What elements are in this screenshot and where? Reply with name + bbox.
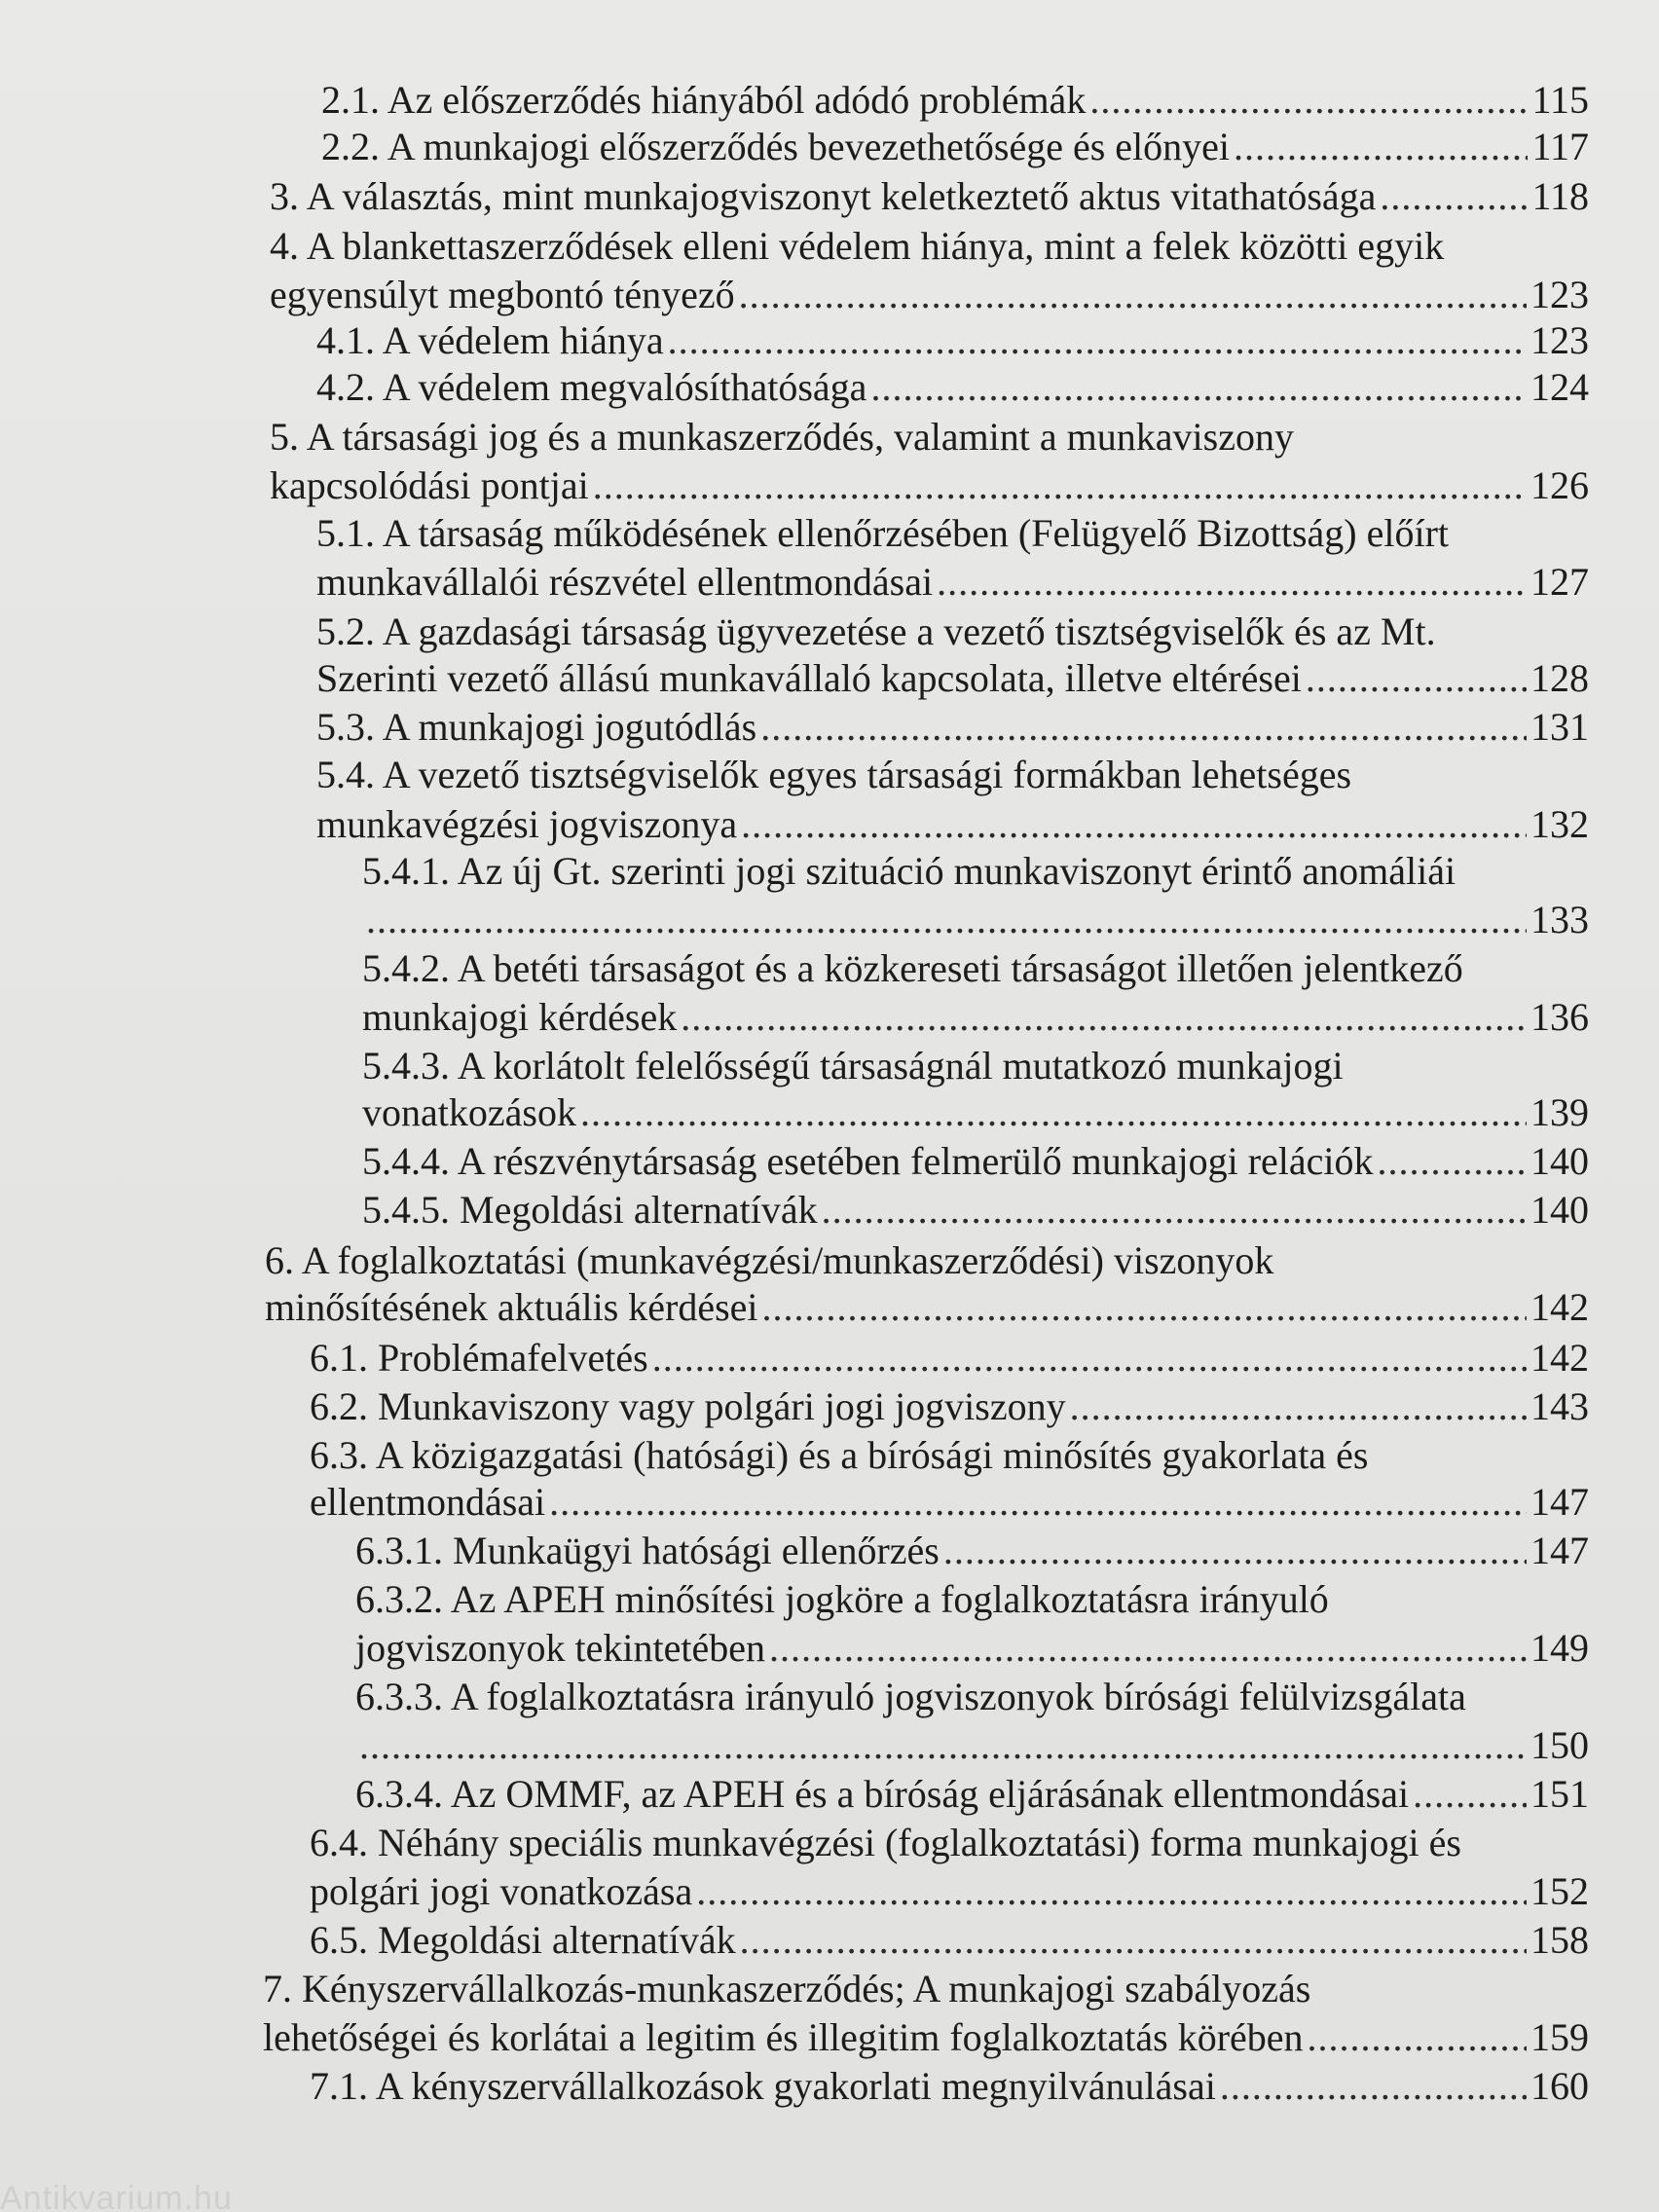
toc-title: 7. Kényszervállalkozás-munkaszerződés; A munkajogi szabályozás [263, 1967, 1311, 2010]
toc-line [321, 76, 1589, 125]
toc-title: 2.2. A munkajogi előszerződés bevezethetősége és előnyei [321, 125, 1231, 168]
page-number: 123 [1530, 273, 1589, 316]
toc-line [265, 1236, 1273, 1285]
toc-line [316, 703, 1589, 752]
toc-line [310, 1334, 1589, 1382]
dot-leader [1070, 1382, 1527, 1431]
toc-line [316, 316, 1589, 365]
dot-leader [359, 1721, 1527, 1770]
toc-title: polgári jogi vonatkozása [310, 1869, 693, 1913]
toc-title: 6.3.3. A foglalkoztatásra irányuló jogviszonyok bírósági felülvizsgálata [355, 1675, 1466, 1718]
toc-line [316, 509, 1449, 558]
dot-leader [580, 1088, 1527, 1137]
toc-title: 5.1. A társaság működésének ellenőrzésében (Felügyelő Bizottság) előírt [316, 511, 1450, 555]
page-number: 142 [1530, 1336, 1589, 1380]
page-number: 131 [1530, 705, 1589, 749]
toc-title: munkavégzési jogviszonya [316, 802, 738, 846]
dot-leader [1220, 2062, 1527, 2111]
page-number: 150 [1530, 1723, 1589, 1767]
toc-title: Szerinti vezető állású munkavállaló kapcsolata, illetve eltérései [316, 656, 1302, 700]
toc-title: 5.4.4. A részvénytársaság esetében felmerülő munkajogi relációk [362, 1139, 1374, 1183]
toc-title: minősítésének aktuális kérdései [265, 1285, 758, 1329]
toc-title: 4.2. A védelem megvalósíthatósága [316, 365, 867, 409]
toc-title: 5.4.3. A korlátolt felelősségű társaságnál mutatkozó munkajogi [362, 1044, 1344, 1088]
toc-title: egyensúlyt megbontó tényező [270, 273, 735, 316]
toc-line [355, 1575, 1329, 1624]
toc-line [316, 800, 1589, 849]
dot-leader [739, 271, 1527, 319]
page-number: 117 [1531, 125, 1589, 168]
toc-title: 6. A foglalkoztatási (munkavégzési/munkaszerződési) viszonyok [265, 1238, 1274, 1282]
dot-leader [668, 316, 1527, 365]
dot-leader [769, 1624, 1527, 1673]
dot-leader [1234, 123, 1528, 171]
page-number: 160 [1530, 2064, 1589, 2108]
toc-line [310, 1819, 1461, 1867]
dot-leader [652, 1334, 1527, 1382]
toc-title: 5.4. A vezető tisztségviselők egyes társasági formákban lehetséges [316, 753, 1352, 796]
toc-line [355, 1770, 1589, 1819]
page-number: 142 [1530, 1285, 1589, 1329]
toc-line [316, 363, 1589, 412]
toc-title: vonatkozások [362, 1090, 576, 1134]
page-number: 128 [1530, 656, 1589, 700]
dot-leader [1380, 172, 1528, 221]
toc-line [263, 1965, 1310, 2013]
toc-title: 2.1. Az előszerződés hiányából adódó problémák [321, 78, 1087, 122]
toc-line [270, 271, 1589, 319]
toc-line [362, 1088, 1589, 1137]
toc-title: kapcsolódási pontjai [270, 463, 589, 507]
toc-line [362, 1137, 1589, 1186]
toc-line [362, 993, 1589, 1042]
page-number: 132 [1530, 802, 1589, 846]
dot-leader [741, 800, 1527, 849]
dot-leader [943, 1527, 1527, 1575]
toc-title: 5.2. A gazdasági társaság ügyvezetése a vezető tisztségviselők és az Mt. [316, 609, 1436, 653]
toc-line [310, 1431, 1369, 1480]
toc-line [310, 1867, 1589, 1916]
page-number: 158 [1530, 1918, 1589, 1962]
toc-line [355, 1721, 1589, 1770]
dot-leader [740, 1916, 1527, 1965]
toc-line [316, 654, 1589, 703]
dot-leader [593, 461, 1527, 510]
toc-line [310, 1478, 1589, 1527]
watermark: Antikvarium.hu [0, 2185, 233, 2212]
toc-line [270, 172, 1589, 221]
page-number: 147 [1530, 1529, 1589, 1572]
toc-title: munkajogi kérdések [362, 995, 678, 1039]
toc-title: 6.3.1. Munkaügyi hatósági ellenőrzés [355, 1529, 940, 1572]
dot-leader [696, 1867, 1527, 1916]
toc-line [316, 558, 1589, 607]
toc-title: 6.4. Néhány speciális munkavégzési (foglalkoztatási) forma munkajogi és [310, 1821, 1461, 1864]
dot-leader [1413, 1770, 1527, 1819]
page-number: 115 [1531, 78, 1589, 122]
toc-title: ellentmondásai [310, 1480, 546, 1524]
dot-leader [870, 363, 1527, 412]
toc-title: 7.1. A kényszervállalkozások gyakorlati megnyilvánulásai [310, 2064, 1216, 2108]
toc-title: 5.4.5. Megoldási alternatívák [362, 1188, 818, 1232]
toc-title: 6.3. A közigazgatási (hatósági) és a bírósági minősítés gyakorlata és [310, 1433, 1369, 1477]
dot-leader [1089, 76, 1528, 125]
page-number: 147 [1530, 1480, 1589, 1524]
toc-line [362, 1042, 1344, 1090]
dot-leader [762, 1283, 1527, 1332]
toc-line [321, 123, 1589, 171]
toc-line [362, 896, 1589, 944]
page-number: 139 [1530, 1090, 1589, 1134]
toc-title: 4.1. A védelem hiánya [316, 318, 664, 362]
dot-leader [549, 1478, 1527, 1527]
toc-title: 5. A társasági jog és a munkaszerződés, valamint a munkaviszony [270, 415, 1294, 459]
toc-line [310, 1916, 1589, 1965]
page-number: 133 [1530, 898, 1589, 941]
dot-leader [1378, 1137, 1527, 1186]
toc-line [362, 944, 1463, 993]
toc-title: lehetőségei és korlátai a legitim és illegitim foglalkoztatás körében [263, 2015, 1304, 2059]
toc-line [270, 461, 1589, 510]
dot-leader [681, 993, 1527, 1042]
page-number: 149 [1530, 1626, 1589, 1670]
page-number: 127 [1530, 560, 1589, 604]
toc-title: jogviszonyok tekintetében [355, 1626, 766, 1670]
toc-title: 4. A blankettaszerződések elleni védelem hiánya, mint a felek közötti egyik [270, 224, 1445, 268]
toc-line [316, 751, 1351, 799]
page-number: 140 [1530, 1139, 1589, 1183]
page-number: 143 [1530, 1384, 1589, 1428]
toc-line [310, 1382, 1589, 1431]
toc-title: 6.3.4. Az OMMF, az APEH és a bíróság eljárásának ellentmondásai [355, 1772, 1410, 1816]
toc-line [310, 2062, 1589, 2111]
page-number: 118 [1531, 174, 1589, 218]
toc-line [355, 1527, 1589, 1575]
toc-line [362, 847, 1456, 896]
dot-leader [1306, 654, 1527, 703]
dot-leader [937, 558, 1527, 607]
dot-leader [1308, 2013, 1527, 2062]
page-number: 151 [1530, 1772, 1589, 1816]
toc-line [355, 1673, 1466, 1721]
dot-leader [366, 896, 1527, 944]
toc-title: 3. A választás, mint munkajogviszonyt keletkeztető aktus vitathatósága [270, 174, 1377, 218]
toc-title: 6.2. Munkaviszony vagy polgári jogi jogviszony [310, 1384, 1066, 1428]
toc-title: 5.3. A munkajogi jogutódlás [316, 705, 757, 749]
toc-title: 5.4.1. Az új Gt. szerinti jogi szituáció munkaviszonyt érintő anomáliái [362, 849, 1456, 893]
page-number: 136 [1530, 995, 1589, 1039]
toc-title: munkavállalói részvétel ellentmondásai [316, 560, 934, 604]
toc-line [362, 1186, 1589, 1235]
dot-leader [760, 703, 1527, 752]
page-number: 152 [1530, 1869, 1589, 1913]
toc-line [270, 222, 1444, 271]
toc-title: 6.5. Megoldási alternatívák [310, 1918, 736, 1962]
toc-title: 6.3.2. Az APEH minősítési jogköre a foglalkoztatásra irányuló [355, 1577, 1329, 1621]
page-number: 123 [1530, 318, 1589, 362]
toc-title: 5.4.2. A betéti társaságot és a közkereseti társaságot illetően jelentkező [362, 946, 1463, 990]
page-number: 124 [1530, 365, 1589, 409]
toc-line [316, 608, 1436, 656]
page-number: 159 [1530, 2015, 1589, 2059]
dot-leader [822, 1186, 1527, 1235]
page-number: 126 [1530, 463, 1589, 507]
page-number: 140 [1530, 1188, 1589, 1232]
toc-title: 6.1. Problémafelvetés [310, 1336, 648, 1380]
toc-line [270, 413, 1294, 461]
toc-line [265, 1283, 1589, 1332]
toc-line [355, 1624, 1589, 1673]
toc-line [263, 2013, 1589, 2062]
